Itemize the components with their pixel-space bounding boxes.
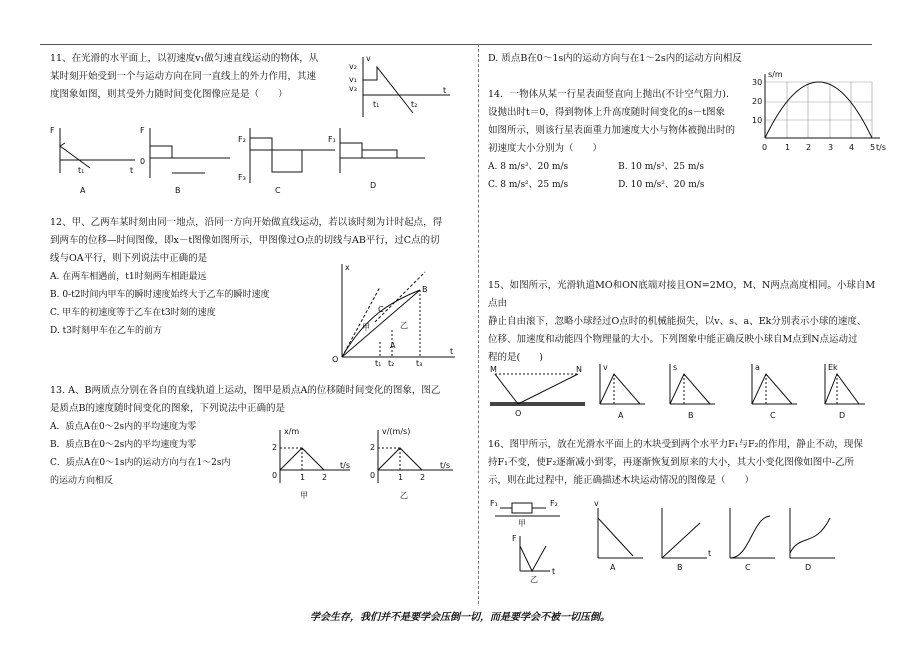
column-divider <box>478 44 479 604</box>
graph-d <box>328 128 425 190</box>
option-label: B <box>677 563 683 572</box>
graph-c <box>730 508 775 572</box>
q13-option-c[interactable]: C．质点A在0～1s内的运动方向与在1～2s内 <box>50 458 231 468</box>
axis-label: 0 <box>140 157 146 166</box>
q13-option-c-cont: 的运动方向相反 <box>50 476 114 486</box>
q14-text <box>488 86 758 194</box>
axis-label: F <box>140 126 145 135</box>
curve-label: 乙 <box>400 321 408 330</box>
q15-graphs <box>490 362 870 424</box>
graph-b <box>662 508 711 572</box>
q13-graph-b <box>368 428 468 503</box>
option-label: A <box>610 563 616 572</box>
tick-label: t₂ <box>388 359 395 368</box>
q13-option-d[interactable]: D. 质点B在0～1s内的运动方向与在1～2s内的运动方向相反 <box>488 53 742 64</box>
axis-label: t/s <box>876 143 886 152</box>
tick-label: 2 <box>806 143 812 152</box>
option-label: D <box>839 411 846 420</box>
tick-label: 0 <box>762 143 768 152</box>
top-rule <box>40 44 872 45</box>
axis-label: t <box>443 86 447 95</box>
axis-label: F₃ <box>238 173 246 182</box>
axis-label: x/m <box>284 427 300 436</box>
block-diagram <box>490 499 560 528</box>
q13-options <box>50 418 270 490</box>
q12-line: 到两车的位移—时间图像，即x－t图像如图所示，甲图像过O点的切线与AB平行，过C点的切 <box>50 235 440 246</box>
caption: 甲 <box>300 491 308 500</box>
option-label: C <box>770 411 776 420</box>
tick-label: 30 <box>752 78 763 87</box>
force-label: F₂ <box>550 499 558 508</box>
option-label: A <box>618 411 624 420</box>
q14-line: 如图所示，则该行星表面重力加速度大小与物体被抛出时的 <box>488 125 736 136</box>
q14-line: 14．一物体从某一行星表面竖直向上抛出(不计空气阻力)． <box>488 89 736 100</box>
q14-option-b[interactable]: B. 10 m/s²、25 m/s <box>618 162 705 172</box>
axis-label: a <box>755 363 760 372</box>
option-label: B <box>688 411 694 420</box>
graph-a <box>594 499 643 572</box>
tick-label: 5 <box>870 143 876 152</box>
caption: 乙 <box>400 491 408 500</box>
axis-label: F₁ <box>328 135 336 144</box>
q14-option-a[interactable]: A. 8 m/s²、20 m/s <box>488 162 569 172</box>
q11-option-graphs <box>50 128 400 198</box>
option-label: D <box>370 181 377 190</box>
tick-label: 1 <box>300 473 306 482</box>
q11-line: 11、在光滑的水平面上，以初速度v₁做匀速直线运动的物体，从 <box>50 53 319 64</box>
q14-st-chart <box>752 70 890 157</box>
q16-graphs <box>490 498 870 583</box>
origin-label: 0 <box>370 471 376 480</box>
footer-motto: 学会生存，我们并不是要学会压倒一切，而是要学会不被一切压倒。 <box>310 612 610 623</box>
curve-label: 甲 <box>362 323 370 332</box>
q12-xt-graph <box>330 262 460 367</box>
tick-label: t₃ <box>416 359 423 368</box>
option-label: B <box>175 186 181 195</box>
q13-graph-a <box>270 428 360 503</box>
graph-c <box>238 128 335 195</box>
point-label: C <box>378 305 384 314</box>
q14-option-d[interactable]: D. 10 m/s²、20 m/s <box>618 180 705 190</box>
axis-label: s <box>673 363 678 372</box>
q16-line: 16、图甲所示，放在光滑水平面上的木块受到两个水平力F₁与F₂的作用，静止不动，现保 <box>488 439 863 450</box>
axis-label: v₁ <box>349 75 357 84</box>
option-label: C <box>275 186 281 195</box>
tick-label: 2 <box>272 443 278 452</box>
axis-label: t <box>450 347 454 356</box>
q15-line: 静止自由滚下，忽略小球经过O点时的机械能损失，以v、s、a、Ek分别表示小球的速度、 <box>488 316 867 327</box>
axis-label: t₁ <box>78 166 85 175</box>
axis-label: t/s <box>440 461 450 470</box>
tick-label: 2 <box>322 473 328 482</box>
q15-text <box>488 277 878 367</box>
q15-line: 位移、加速度和动能四个物理量的大小。下列图象中能正确反映小球自M点到N点运动过 <box>488 334 858 345</box>
graph-b <box>670 363 715 420</box>
q13-line: 是质点B的速度随时间变化的图象，下列说法中正确的是 <box>50 403 285 414</box>
axis-label: t₂ <box>411 100 418 109</box>
axis-label: v/(m/s) <box>382 427 411 436</box>
graph-d <box>790 508 835 572</box>
axis-label: t <box>552 567 556 576</box>
option-label: D <box>805 563 812 572</box>
axis-label: t <box>708 549 712 558</box>
tick-label: 2 <box>370 443 376 452</box>
option-label: C <box>745 563 751 572</box>
q15-line: 15、如图所示，光滑轨道MO和ON底端对接且ON=2MO，M、N两点高度相同。小球自M点由 <box>488 280 876 309</box>
axis-label: Ek <box>828 363 838 372</box>
force-graph <box>512 534 555 584</box>
force-label: F₁ <box>490 499 498 508</box>
caption: 乙 <box>530 575 538 584</box>
q14-line: 设抛出时t＝0，得到物体上升高度随时间变化的s－t图象 <box>488 107 726 118</box>
point-label: N <box>576 365 582 374</box>
graph-a <box>600 363 645 420</box>
tick-label: 20 <box>752 97 763 106</box>
point-label: B <box>422 285 428 294</box>
q11-line: 某时刻开始受到一个与运动方向在同一直线上的外力作用，其速 <box>50 71 317 82</box>
axis-label: F <box>512 534 517 543</box>
q12-line: 线与OA平行，则下列说法中正确的是 <box>50 253 208 264</box>
point-label: O <box>515 409 522 418</box>
q16-line: 持F₁不变，使F₂逐渐减小到零，再逐渐恢复到原来的大小，其大小变化图像如图中-乙所 <box>488 457 855 468</box>
axis-label: v <box>594 499 599 508</box>
q12-option-c[interactable]: C. 甲车的初速度等于乙车在t3时刻的速度 <box>50 308 216 318</box>
origin-label: 0 <box>272 471 278 480</box>
point-label: M <box>490 365 497 374</box>
q14-line: 初速度大小分别为（ ） <box>488 143 603 154</box>
tick-label: t₁ <box>375 359 382 368</box>
tick-label: 2 <box>420 473 426 482</box>
q16-line: 示，则在此过程中，能正确描述木块运动情况的图像是（ ） <box>488 475 755 486</box>
axis-label: x <box>345 263 350 272</box>
graph-b <box>140 126 230 195</box>
axis-label: v <box>366 54 371 63</box>
tick-label: 10 <box>752 116 763 125</box>
axis-label: v <box>603 363 608 372</box>
caption: 甲 <box>518 519 526 528</box>
graph-a <box>50 126 135 195</box>
option-label: A <box>80 186 86 195</box>
axis-label: v₃ <box>349 84 357 93</box>
q13-option-b[interactable]: B．质点B在0～2s内的平均速度为零 <box>50 440 197 450</box>
axis-label: F₂ <box>238 135 246 144</box>
q12-option-b[interactable]: B. 0-t2时间内甲车的瞬时速度始终大于乙车的瞬时速度 <box>50 290 270 300</box>
q12-option-d[interactable]: D. t3时刻甲车在乙车的前方 <box>50 326 162 336</box>
track-diagram <box>490 365 585 418</box>
q16-text <box>488 436 878 490</box>
axis-label: v₂ <box>349 62 357 71</box>
q12-line: 12、甲、乙两车某时刻由同一地点，沿同一方向开始做直线运动，若以该时刻为计时起点，得 <box>50 217 443 228</box>
graph-c <box>752 363 797 420</box>
origin-label: O <box>332 355 339 364</box>
axis-label: t <box>130 166 134 175</box>
point-label: A <box>390 341 396 350</box>
axis-label: t/s <box>340 461 350 470</box>
q11-text <box>50 50 350 104</box>
q13-line: 13. A、B两质点分别在各自的直线轨道上运动，图甲是质点A的位移随时间变化的图象，图乙 <box>50 385 441 396</box>
tick-label: 3 <box>828 143 834 152</box>
graph-d <box>825 363 865 420</box>
q11-vt-graph <box>349 54 455 125</box>
tick-label: 4 <box>849 143 855 152</box>
axis-label: F <box>50 126 55 135</box>
q13-option-a[interactable]: A．质点A在0～2s内的平均速度为零 <box>50 422 197 432</box>
q14-option-c[interactable]: C. 8 m/s²、25 m/s <box>488 180 569 190</box>
tick-label: 1 <box>785 143 791 152</box>
axis-label: t₁ <box>373 100 380 109</box>
q15-line: 程的是( ) <box>488 352 543 363</box>
q12-option-a[interactable]: A. 在两车相遇前，t1时刻两车相距最远 <box>50 272 207 282</box>
q11-line: 度图象如图，则其受外力随时间变化图像应是是（ ） <box>50 89 288 100</box>
q13-text <box>50 382 470 418</box>
axis-label: s/m <box>768 70 783 79</box>
tick-label: 1 <box>398 473 404 482</box>
